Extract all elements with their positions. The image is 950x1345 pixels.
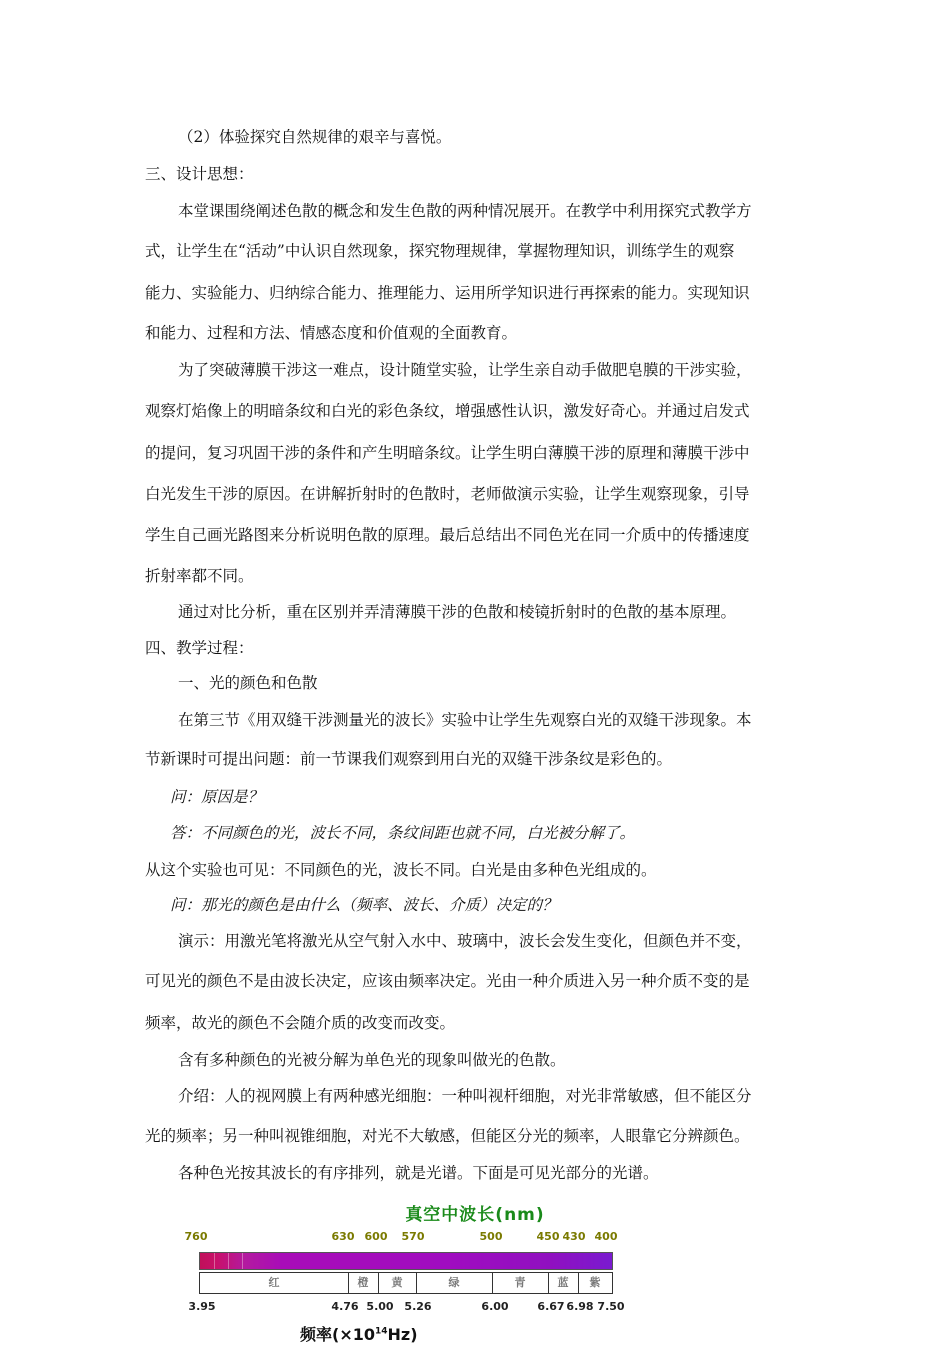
wavelength-label: 570 — [401, 1230, 425, 1243]
band-yellow: 黄 — [378, 1273, 417, 1293]
color-bands — [199, 1272, 613, 1294]
frequency-label: 7.50 — [597, 1300, 625, 1313]
wavelength-label: 500 — [479, 1230, 503, 1243]
wavelength-label: 450 — [536, 1230, 560, 1243]
answer-1: 答：不同颜色的光，波长不同，条纹间距也就不同，白光被分解了。 — [170, 824, 636, 842]
frequency-title-exponent: 14 — [375, 1326, 388, 1337]
paragraph-line: 观察灯焰像上的明暗条纹和白光的彩色条纹，增强感性认识，激发好奇心。并通过启发式 — [145, 402, 750, 420]
band-blue: 蓝 — [548, 1273, 579, 1293]
spectrum-title: 真空中波长(nm) — [405, 1205, 545, 1225]
objective-2: （2）体验探究自然规律的艰辛与喜悦。 — [178, 128, 452, 146]
frequency-label: 6.00 — [481, 1300, 509, 1313]
section-heading-process: 四、教学过程： — [145, 639, 254, 657]
question-2: 问：那光的颜色是由什么（频率、波长、介质）决定的？ — [170, 896, 558, 914]
band-cyan: 青 — [492, 1273, 549, 1293]
paragraph-line: 通过对比分析，重在区别并弄清薄膜干涉的色散和棱镜折射时的色散的基本原理。 — [178, 603, 737, 621]
paragraph-line: 能力、实验能力、归纳综合能力、推理能力、运用所学知识进行再探索的能力。实现知识 — [145, 284, 750, 302]
band-red: 红 — [200, 1273, 349, 1293]
wavelength-label: 630 — [331, 1230, 355, 1243]
paragraph-line: 白光发生干涉的原因。在讲解折射时的色散时，老师做演示实验，让学生观察现象，引导 — [145, 485, 750, 503]
frequency-label: 4.76 — [331, 1300, 359, 1313]
frequency-axis-title — [300, 1322, 418, 1345]
frequency-title-unit: Hz) — [387, 1325, 418, 1344]
frequency-label: 5.00 — [366, 1300, 394, 1313]
paragraph-line: 折射率都不同。 — [145, 567, 254, 585]
paragraph-line: 和能力、过程和方法、情感态度和价值观的全面教育。 — [145, 324, 518, 342]
frequency-label: 3.95 — [188, 1300, 216, 1313]
paragraph-line: 介绍：人的视网膜上有两种感光细胞：一种叫视杆细胞，对光非常敏感，但不能区分 — [178, 1087, 752, 1105]
wavelength-label: 430 — [562, 1230, 586, 1243]
paragraph-line: 从这个实验也可见：不同颜色的光，波长不同。白光是由多种色光组成的。 — [145, 861, 657, 879]
frequency-label: 6.98 — [566, 1300, 594, 1313]
paragraph-line: 可见光的颜色不是由波长决定，应该由频率决定。光由一种介质进入另一种介质不变的是 — [145, 972, 750, 990]
paragraph-line: 频率，故光的颜色不会随介质的改变而改变。 — [145, 1014, 456, 1032]
section-heading-design: 三、设计思想： — [145, 165, 254, 183]
spectrum-color-bar — [199, 1252, 613, 1270]
paragraph-line: 的提问，复习巩固干涉的条件和产生明暗条纹。让学生明白薄膜干涉的原理和薄膜干涉中 — [145, 444, 750, 462]
wavelength-label: 600 — [364, 1230, 388, 1243]
paragraph-line: 本堂课围绕阐述色散的概念和发生色散的两种情况展开。在教学中利用探究式教学方 — [178, 202, 752, 220]
band-orange: 橙 — [348, 1273, 379, 1293]
subsection-heading: 一、光的颜色和色散 — [178, 674, 318, 692]
paragraph-line: 各种色光按其波长的有序排列，就是光谱。下面是可见光部分的光谱。 — [178, 1164, 659, 1182]
paragraph-line: 演示：用激光笔将激光从空气射入水中、玻璃中，波长会发生变化，但颜色并不变， — [178, 932, 752, 950]
paragraph-line: 学生自己画光路图来分析说明色散的原理。最后总结出不同色光在同一介质中的传播速度 — [145, 526, 750, 544]
paragraph-line: 为了突破薄膜干涉这一难点，设计随堂实验，让学生亲自动手做肥皂膜的干涉实验， — [178, 361, 752, 379]
wavelength-label: 400 — [594, 1230, 618, 1243]
paragraph-line: 光的频率；另一种叫视锥细胞，对光不大敏感，但能区分光的频率，人眼靠它分辨颜色。 — [145, 1127, 750, 1145]
band-green: 绿 — [416, 1273, 493, 1293]
paragraph-line: 在第三节《用双缝干涉测量光的波长》实验中让学生先观察白光的双缝干涉现象。本 — [178, 711, 752, 729]
frequency-label: 5.26 — [404, 1300, 432, 1313]
frequency-title-text: 频率(×10 — [300, 1325, 375, 1344]
paragraph-line: 节新课时可提出问题：前一节课我们观察到用白光的双缝干涉条纹是彩色的。 — [145, 750, 673, 768]
wavelength-label: 760 — [184, 1230, 208, 1243]
frequency-label: 6.67 — [537, 1300, 565, 1313]
band-violet: 紫 — [589, 1276, 601, 1289]
paragraph-line: 式，让学生在“活动”中认识自然现象，探究物理规律，掌握物理知识，训练学生的观察 — [145, 242, 735, 260]
question-1: 问：原因是？ — [170, 788, 264, 806]
paragraph-line: 含有多种颜色的光被分解为单色光的现象叫做光的色散。 — [178, 1051, 566, 1069]
